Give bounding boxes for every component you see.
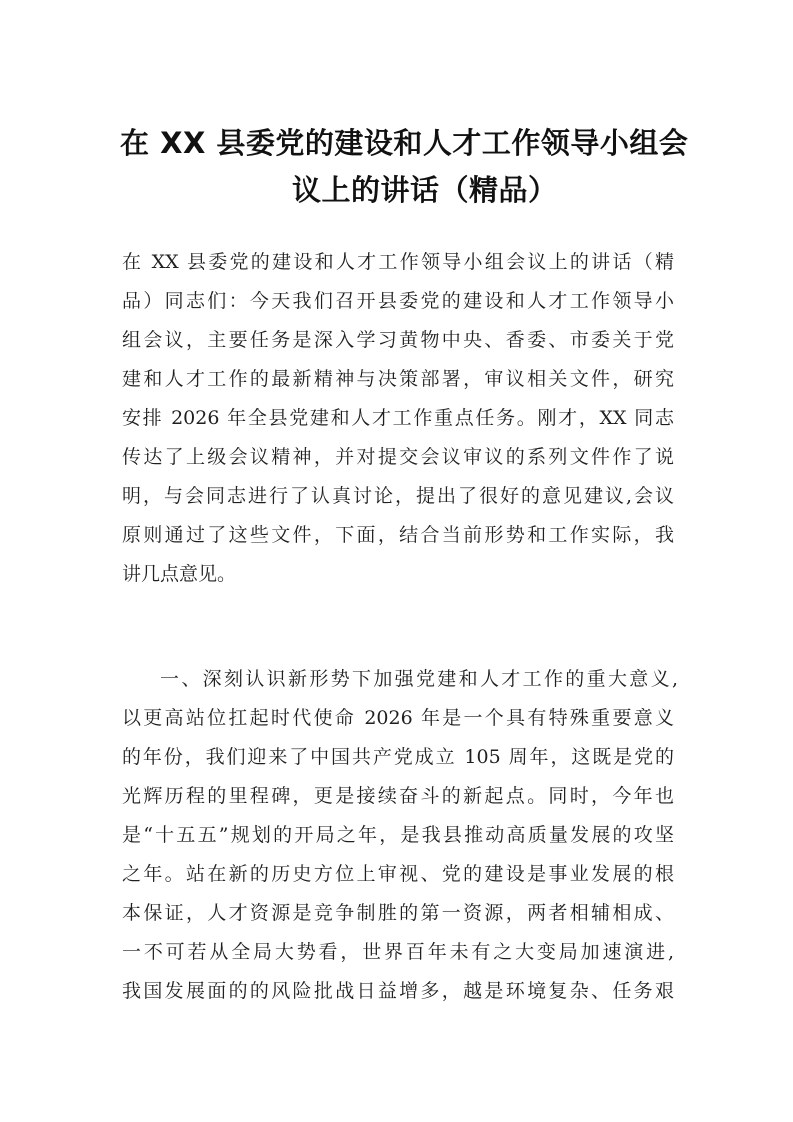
paragraph-2-line-5: 是“十五五”规划的开局之年，是我县推动高质量发展的攻坚 [122, 824, 674, 846]
paragraph-2-line-7: 本保证，人才资源是竞争制胜的第一资源，两者相辅相成、 [122, 902, 674, 924]
paragraph-2-line-2: 以更高站位扛起时代使命 2026 年是一个具有特殊重要意义 [122, 707, 674, 729]
paragraph-2-line-6: 之年。站在新的历史方位上审视、党的建设是事业发展的根 [122, 863, 674, 885]
paragraph-2-line-1: 一、深刻认识新形势下加强党建和人才工作的重大意义, [160, 668, 678, 690]
paragraph-1-line-6: 传达了上级会议精神，并对提交会议审议的系列文件作了说 [122, 446, 674, 468]
document-title-line-1: 在 XX 县委党的建设和人才工作领导小组会 [120, 126, 689, 160]
paragraph-2-line-9: 我国发展面的的风险批战日益增多，越是环境复杂、任务艰 [122, 980, 674, 1002]
paragraph-1-line-5: 安排 2026 年全县党建和人才工作重点任务。刚才，XX 同志 [122, 407, 674, 429]
paragraph-2-line-4: 光辉历程的里程碑，更是接续奋斗的新起点。同时，今年也 [122, 785, 674, 807]
paragraph-1-line-4: 建和人才工作的最新精神与决策部署，审议相关文件，研究 [122, 368, 674, 390]
paragraph-2-line-8: 一不可若从全局大势看，世界百年未有之大变局加速演进, [122, 941, 674, 963]
paragraph-1-line-2: 品）同志们：今天我们召开县委党的建设和人才工作领导小 [122, 290, 674, 312]
paragraph-2-line-3: 的年份，我们迎来了中国共产党成立 105 周年，这既是党的 [122, 746, 674, 768]
document-title-line-2: 议上的讲话（精品） [292, 173, 558, 207]
paragraph-1-line-1: 在 XX 县委党的建设和人才工作领导小组会议上的讲话（精 [122, 251, 674, 273]
paragraph-1-line-7: 明，与会同志进行了认真讨论，提出了很好的意见建议,会议 [122, 485, 674, 507]
paragraph-1-line-3: 组会议，主要任务是深入学习黄物中央、香委、市委关于党 [122, 329, 674, 351]
paragraph-1-line-8: 原则通过了这些文件，下面，结合当前形势和工作实际，我 [122, 524, 674, 546]
paragraph-1-line-9: 讲几点意见。 [122, 563, 237, 585]
